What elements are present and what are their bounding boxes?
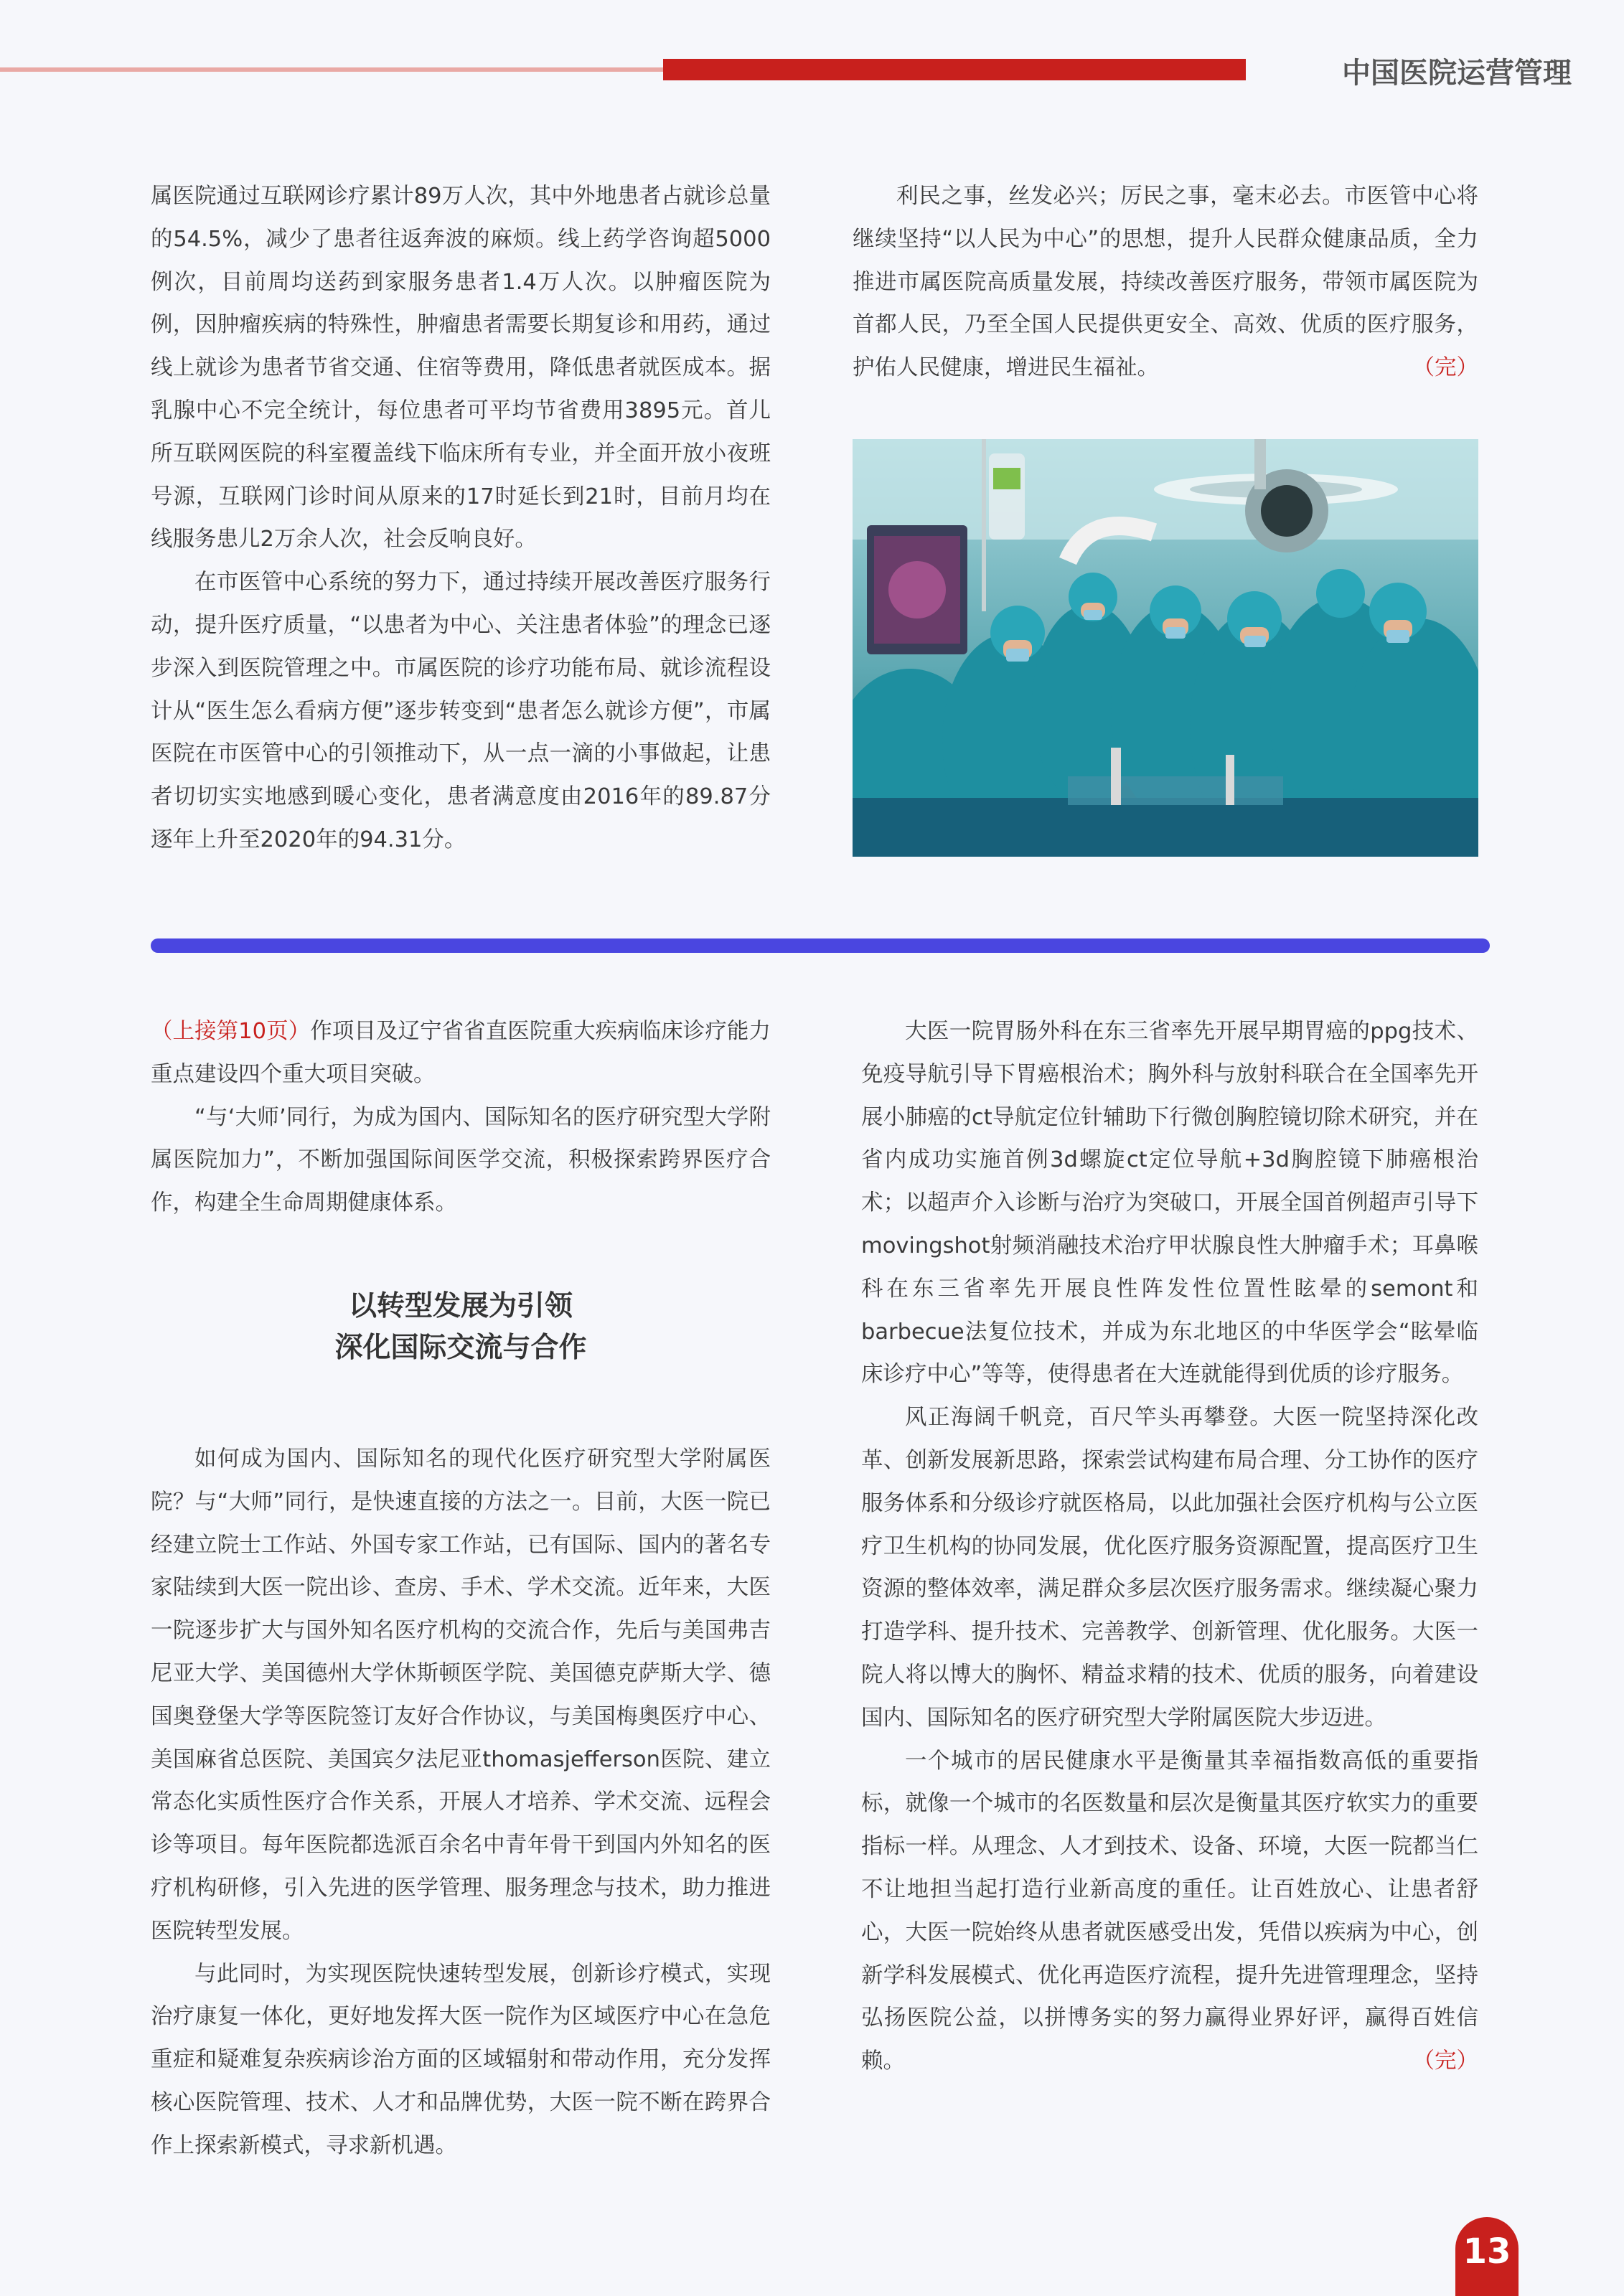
paragraph: “与‘大师’同行，为成为国内、国际知名的医疗研究型大学附属医院加力”，不断加强国际间医学交流，积极探索跨界医疗合作，构建全生命周期健康体系。 <box>151 1104 771 1216</box>
header-rule-thick <box>663 59 1246 80</box>
paragraph <box>151 1010 771 1096</box>
bottom-left-column-continued <box>151 1438 771 2168</box>
surgery-photo <box>853 439 1478 857</box>
paragraph <box>853 175 1478 390</box>
section-divider <box>151 938 1490 953</box>
paragraph-text: 一个城市的居民健康水平是衡量其幸福指数高低的重要指标，就像一个城市的名医数量和层次是衡量其医疗软实力的重要指标一样。从理念、人才到技术、设备、环境，大医一院都当仁不让地担当起打造行业新高度的重任。让百姓放心、让患者舒心，大医一院始终从患者就医感受出发，凭借以疾病为中心，创新学科发展模式、优化再造医疗流程，提升先进管理理念，坚持弘扬医院公益，以拼博务实的努力赢得业界好评，赢得百姓信赖。 <box>861 1748 1478 2074</box>
top-right-column <box>853 175 1478 390</box>
paragraph <box>861 1740 1478 2083</box>
paragraph: 大医一院胃肠外科在东三省率先开展早期胃癌的ppg技术、免疫导航引导下胃癌根治术；胸外科与放射科联合在全国率先开展小肺癌的ct导航定位针辅助下行微创胸腔镜切除术研究，并在省内成功实施首例3d螺旋ct定位导航+3d胸腔镜下肺癌根治术；以超声介入诊断与治疗为突破口，开展全国首例超声引导下movingshot射频消融技术治疗甲状腺良性大肿瘤手术；耳鼻喉科在东三省率先开展良性阵发性位置性眩晕的semont和barbecue法复位技术，并成为东北地区的中华医学会“眩晕临床诊疗中心”等等，使得患者在大连就能得到优质的诊疗服务。 <box>861 1019 1478 1388</box>
bottom-right-column <box>861 1010 1478 2083</box>
top-left-column <box>151 175 771 862</box>
end-mark: （完） <box>1412 355 1478 381</box>
paragraph-text: 作项目及辽宁省省直医院重大疾病临床诊疗能力重点建设四个重大项目突破。 <box>151 1019 771 1087</box>
continued-from-label: （上接第10页） <box>151 1019 311 1044</box>
paragraph: 与此同时，为实现医院快速转型发展，创新诊疗模式，实现治疗康复一体化，更好地发挥大医一院作为区域医疗中心在急危重症和疑难复杂疾病诊治方面的区域辐射和带动作用，充分发挥核心医院管理、技术、人才和品牌优势，大医一院不断在跨界合作上探索新模式，寻求新机遇。 <box>151 1961 771 2158</box>
header-rule-thin <box>0 67 667 72</box>
paragraph: 风正海阔千帆竞，百尺竿头再攀登。大医一院坚持深化改革、创新发展新思路，探索尝试构建布局合理、分工协作的医疗服务体系和分级诊疗就医格局，以此加强社会医疗机构与公立医疗卫生机构的协同发展，优化医疗服务资源配置，提高医疗卫生资源的整体效率，满足群众多层次医疗服务需求。继续凝心聚力打造学科、提升技术、完善教学、创新管理、优化服务。大医一院人将以博大的胸怀、精益求精的技术、优质的服务，向着建设国内、国际知名的医疗研究型大学附属医院大步迈进。 <box>861 1405 1478 1731</box>
paragraph-text: 利民之事，丝发必兴；厉民之事，毫末必去。市医管中心将继续坚持“以人民为中心”的思想，提升人民群众健康品质，全力推进市属医院高质量发展，持续改善医疗服务，带领市属医院为首都人民，乃至全国人民提供更安全、高效、优质的医疗服务，护佑人民健康，增进民生福祉。 <box>853 184 1478 381</box>
section-subheading <box>151 1286 771 1369</box>
bottom-left-column <box>151 1010 771 1225</box>
paragraph: 属医院通过互联网诊疗累计89万人次，其中外地患者占就诊总量的54.5%，减少了患者往返奔波的麻烦。线上药学咨询超5000例次，目前周均送药到家服务患者1.4万人次。以肿瘤医院为例，因肿瘤疾病的特殊性，肿瘤患者需要长期复诊和用药，通过线上就诊为患者节省交通、住宿等费用，降低患者就医成本。据乳腺中心不完全统计，每位患者可平均节省费用3895元。首儿所互联网医院的科室覆盖线下临床所有专业，并全面开放小夜班号源，互联网门诊时间从原来的17时延长到21时，目前月均在线服务患儿2万余人次，社会反响良好。 <box>151 184 771 552</box>
journal-title: 中国医院运营管理 <box>1342 57 1572 90</box>
page-number: 13 <box>1455 2217 1519 2296</box>
paragraph: 如何成为国内、国际知名的现代化医疗研究型大学附属医院？与“大师”同行，是快速直接的方法之一。目前，大医一院已经建立院士工作站、外国专家工作站，已有国际、国内的著名专家陆续到大医一院出诊、查房、手术、学术交流。近年来，大医一院逐步扩大与国外知名医疗机构的交流合作，先后与美国弗吉尼亚大学、美国德州大学休斯顿医学院、美国德克萨斯大学、德国奥登堡大学等医院签订友好合作协议，与美国梅奥医疗中心、美国麻省总医院、美国宾夕法尼亚thomasjefferson医院、建立常态化实质性医疗合作关系，开展人才培养、学术交流、远程会诊等项目。每年医院都选派百余名中青年骨干到国内外知名的医疗机构研修，引入先进的医学管理、服务理念与技术，助力推进医院转型发展。 <box>151 1446 771 1944</box>
end-mark: （完） <box>1412 2048 1478 2074</box>
surgery-photo-illustration <box>853 439 1478 857</box>
subheading-line: 深化国际交流与合作 <box>334 1332 587 1364</box>
paragraph: 在市医管中心系统的努力下，通过持续开展改善医疗服务行动，提升医疗质量，“以患者为中心、关注患者体验”的理念已逐步深入到医院管理之中。市属医院的诊疗功能布局、就诊流程设计从“医生怎么看病方便”逐步转变到“患者怎么就诊方便”，市属医院在市医管中心的引领推动下，从一点一滴的小事做起，让患者切切实实地感到暖心变化，患者满意度由2016年的89.87分逐年上升至2020年的94.31分。 <box>151 570 771 852</box>
subheading-line: 以转型发展为引领 <box>348 1290 573 1322</box>
